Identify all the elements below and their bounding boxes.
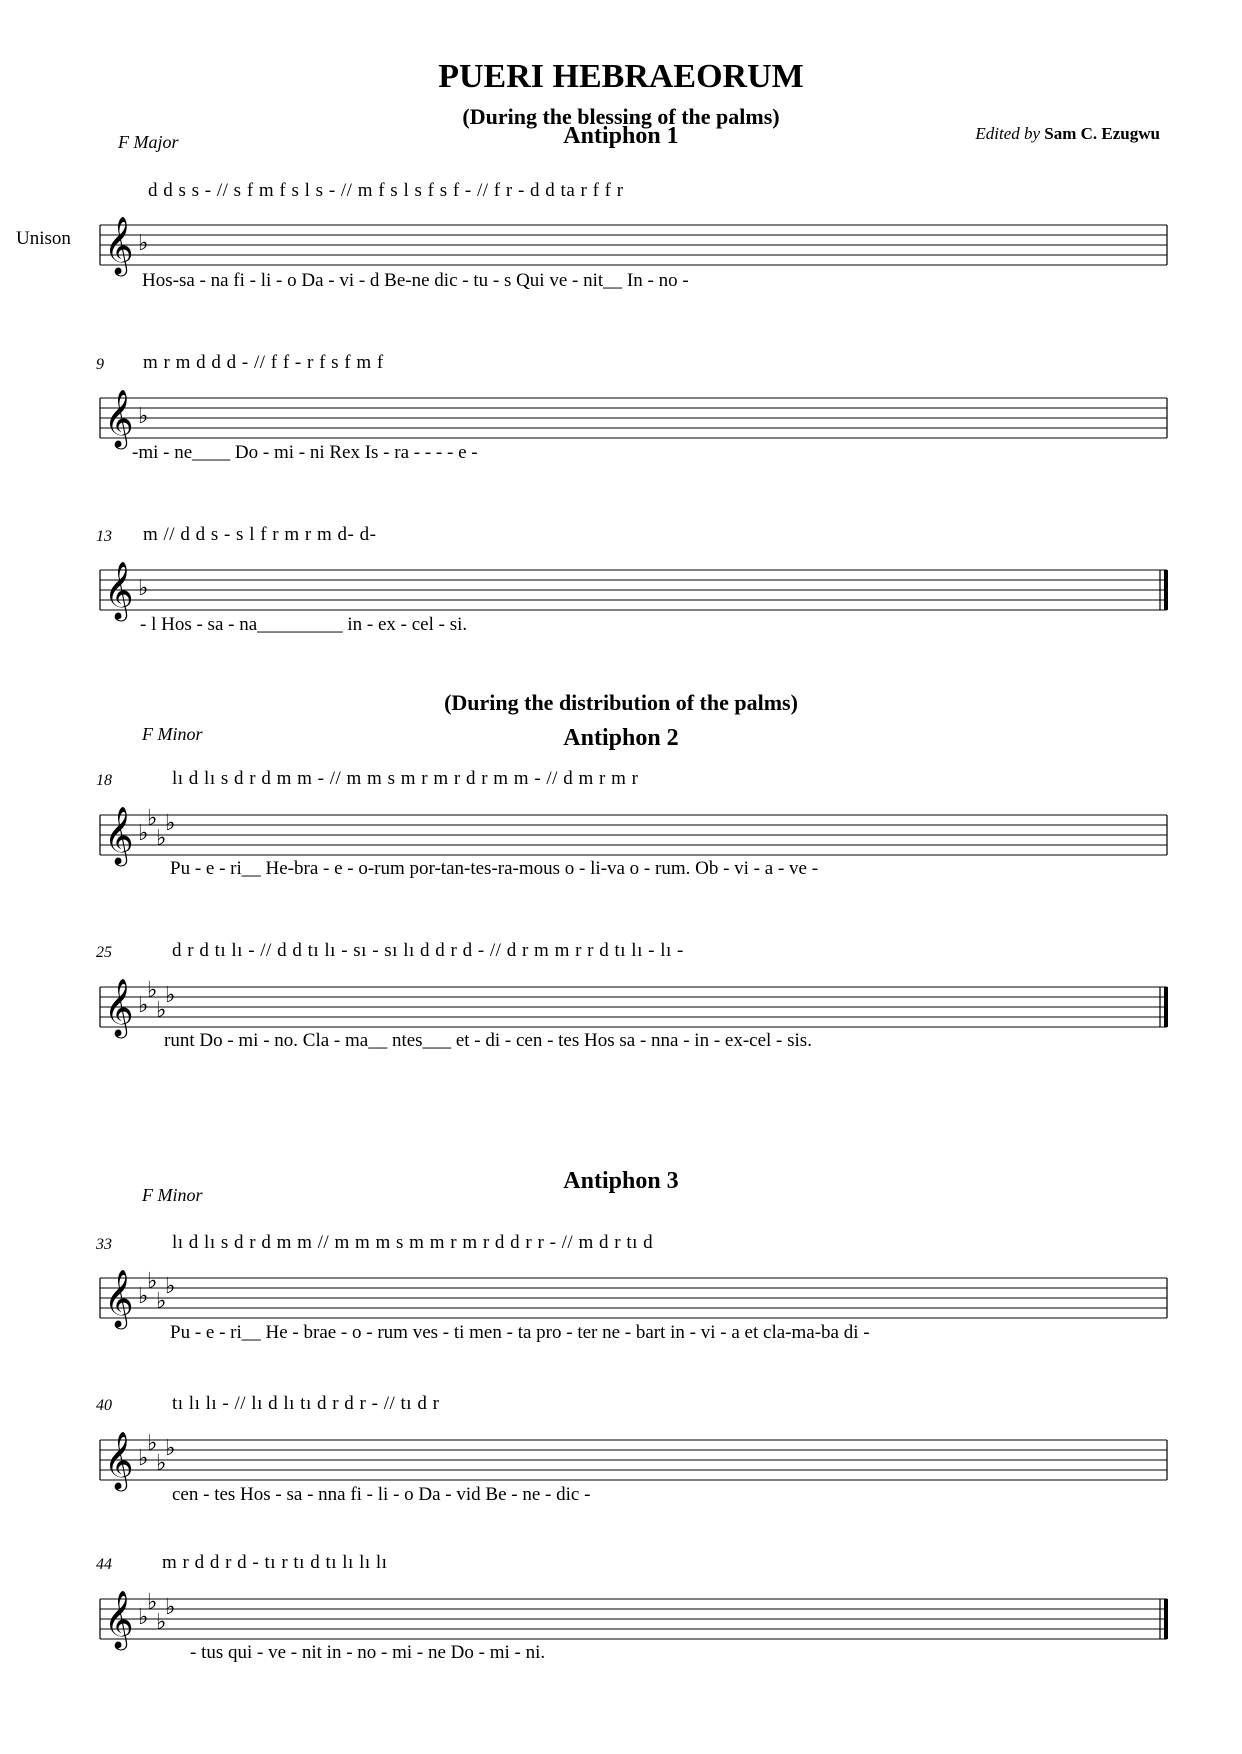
flat-icon: ♭ bbox=[138, 404, 149, 429]
antiphon-3-title: Antiphon 3 bbox=[563, 1168, 679, 1194]
staff-system bbox=[0, 1584, 1242, 1654]
measure-number: 9 bbox=[96, 356, 104, 373]
flat-icon: ♭ bbox=[165, 1274, 176, 1299]
flat-icon: ♭ bbox=[147, 1269, 158, 1294]
flat-icon: ♭ bbox=[156, 1451, 167, 1476]
treble-clef-icon: 𝄞 bbox=[104, 1269, 134, 1327]
flat-icon: ♭ bbox=[147, 978, 158, 1003]
lyrics-line: cen - tes Hos - sa - nna fi - li - o Da - vid Be - ne - dic - bbox=[172, 1484, 591, 1505]
solfa-line: m // d d s - s l f r m r m d- d- bbox=[143, 524, 377, 545]
flat-icon: ♭ bbox=[156, 826, 167, 851]
editor-name: Sam C. Ezugwu bbox=[1044, 124, 1160, 143]
section-label: (During the distribution of the palms) bbox=[444, 690, 798, 715]
solfa-line: tı lı lı - // lı d lı tı d r d r - // tı d r bbox=[172, 1393, 440, 1414]
lyrics-line: runt Do - mi - no. Cla - ma__ ntes___ et - di - cen - tes Hos sa - nna - in - ex-cel - sis. bbox=[164, 1030, 812, 1051]
flat-icon: ♭ bbox=[138, 821, 149, 846]
flat-icon: ♭ bbox=[138, 576, 149, 601]
flat-icon: ♭ bbox=[165, 1595, 176, 1620]
treble-clef-icon: 𝄞 bbox=[104, 1590, 134, 1648]
solfa-line: lı d lı s d r d m m - // m m s m r m r d r m m - // d m r m r bbox=[172, 768, 639, 789]
flat-icon: ♭ bbox=[147, 1590, 158, 1615]
flat-icon: ♭ bbox=[156, 1610, 167, 1635]
lyrics-line: - tus qui - ve - nit in - no - mi - ne Do - mi - ni. bbox=[190, 1642, 546, 1663]
treble-clef-icon: 𝄞 bbox=[104, 216, 134, 274]
editor-prefix: Edited by bbox=[975, 124, 1041, 143]
solfa-line: m r m d d d - // f f - r f s f m f bbox=[143, 352, 384, 373]
flat-icon: ♭ bbox=[147, 806, 158, 831]
measure-number: 25 bbox=[96, 944, 112, 961]
lyrics-line: Pu - e - ri__ He - brae - o - rum ves - ti men - ta pro - ter ne - bart in - vi - a et cla-ma-ba di - bbox=[170, 1322, 870, 1343]
key-label-2: F Minor bbox=[142, 724, 203, 744]
antiphon-1-title: Antiphon 1 bbox=[563, 123, 679, 149]
flat-icon: ♭ bbox=[165, 811, 176, 836]
part-label: Unison bbox=[16, 228, 71, 249]
measure-number: 18 bbox=[96, 772, 112, 789]
treble-clef-icon: 𝄞 bbox=[104, 389, 134, 447]
solfa-line: d d s s - // s f m f s l s - // m f s l s f s f - // f r - d d ta r f f r bbox=[148, 180, 624, 201]
solfa-line: lı d lı s d r d m m // m m m s m m r m r d d r r - // m d r tı d bbox=[172, 1232, 654, 1253]
flat-icon: ♭ bbox=[138, 993, 149, 1018]
flat-icon: ♭ bbox=[156, 998, 167, 1023]
measure-number: 13 bbox=[96, 528, 112, 545]
page-subtitle: (During the blessing of the palms) bbox=[462, 104, 780, 129]
editor-credit bbox=[975, 124, 1160, 144]
lyrics-line: - l Hos - sa - na_________ in - ex - cel - si. bbox=[140, 614, 468, 635]
measure-number: 44 bbox=[96, 1556, 112, 1573]
flat-icon: ♭ bbox=[138, 1605, 149, 1630]
key-label-1: F Major bbox=[118, 132, 179, 152]
solfa-line: d r d tı lı - // d d tı lı - sı - sı lı d d r d - // d r m m r r d tı lı - lı - bbox=[172, 940, 684, 961]
flat-icon: ♭ bbox=[165, 1436, 176, 1461]
lyrics-line: -mi - ne____ Do - mi - ni Rex Is - ra - - - - e - bbox=[132, 442, 478, 463]
solfa-line: m r d d r d - tı r tı d tı lı lı lı bbox=[162, 1552, 388, 1573]
page-title: PUERI HEBRAEORUM bbox=[438, 58, 804, 95]
flat-icon: ♭ bbox=[165, 983, 176, 1008]
measure-number: 40 bbox=[96, 1397, 112, 1414]
flat-icon: ♭ bbox=[138, 231, 149, 256]
flat-icon: ♭ bbox=[147, 1431, 158, 1456]
treble-clef-icon: 𝄞 bbox=[104, 561, 134, 619]
key-label-3: F Minor bbox=[142, 1185, 203, 1205]
lyrics-line: Hos-sa - na fi - li - o Da - vi - d Be-ne dic - tu - s Qui ve - nit__ In - no - bbox=[142, 270, 689, 291]
lyrics-line: Pu - e - ri__ He-bra - e - o-rum por-tan-tes-ra-mous o - li-va o - rum. Ob - vi - a - ve - bbox=[170, 858, 819, 879]
antiphon-2-title: Antiphon 2 bbox=[563, 725, 679, 751]
treble-clef-icon: 𝄞 bbox=[104, 1431, 134, 1489]
flat-icon: ♭ bbox=[138, 1446, 149, 1471]
treble-clef-icon: 𝄞 bbox=[104, 978, 134, 1036]
flat-icon: ♭ bbox=[138, 1284, 149, 1309]
flat-icon: ♭ bbox=[156, 1289, 167, 1314]
treble-clef-icon: 𝄞 bbox=[104, 806, 134, 864]
measure-number: 33 bbox=[96, 1236, 112, 1253]
